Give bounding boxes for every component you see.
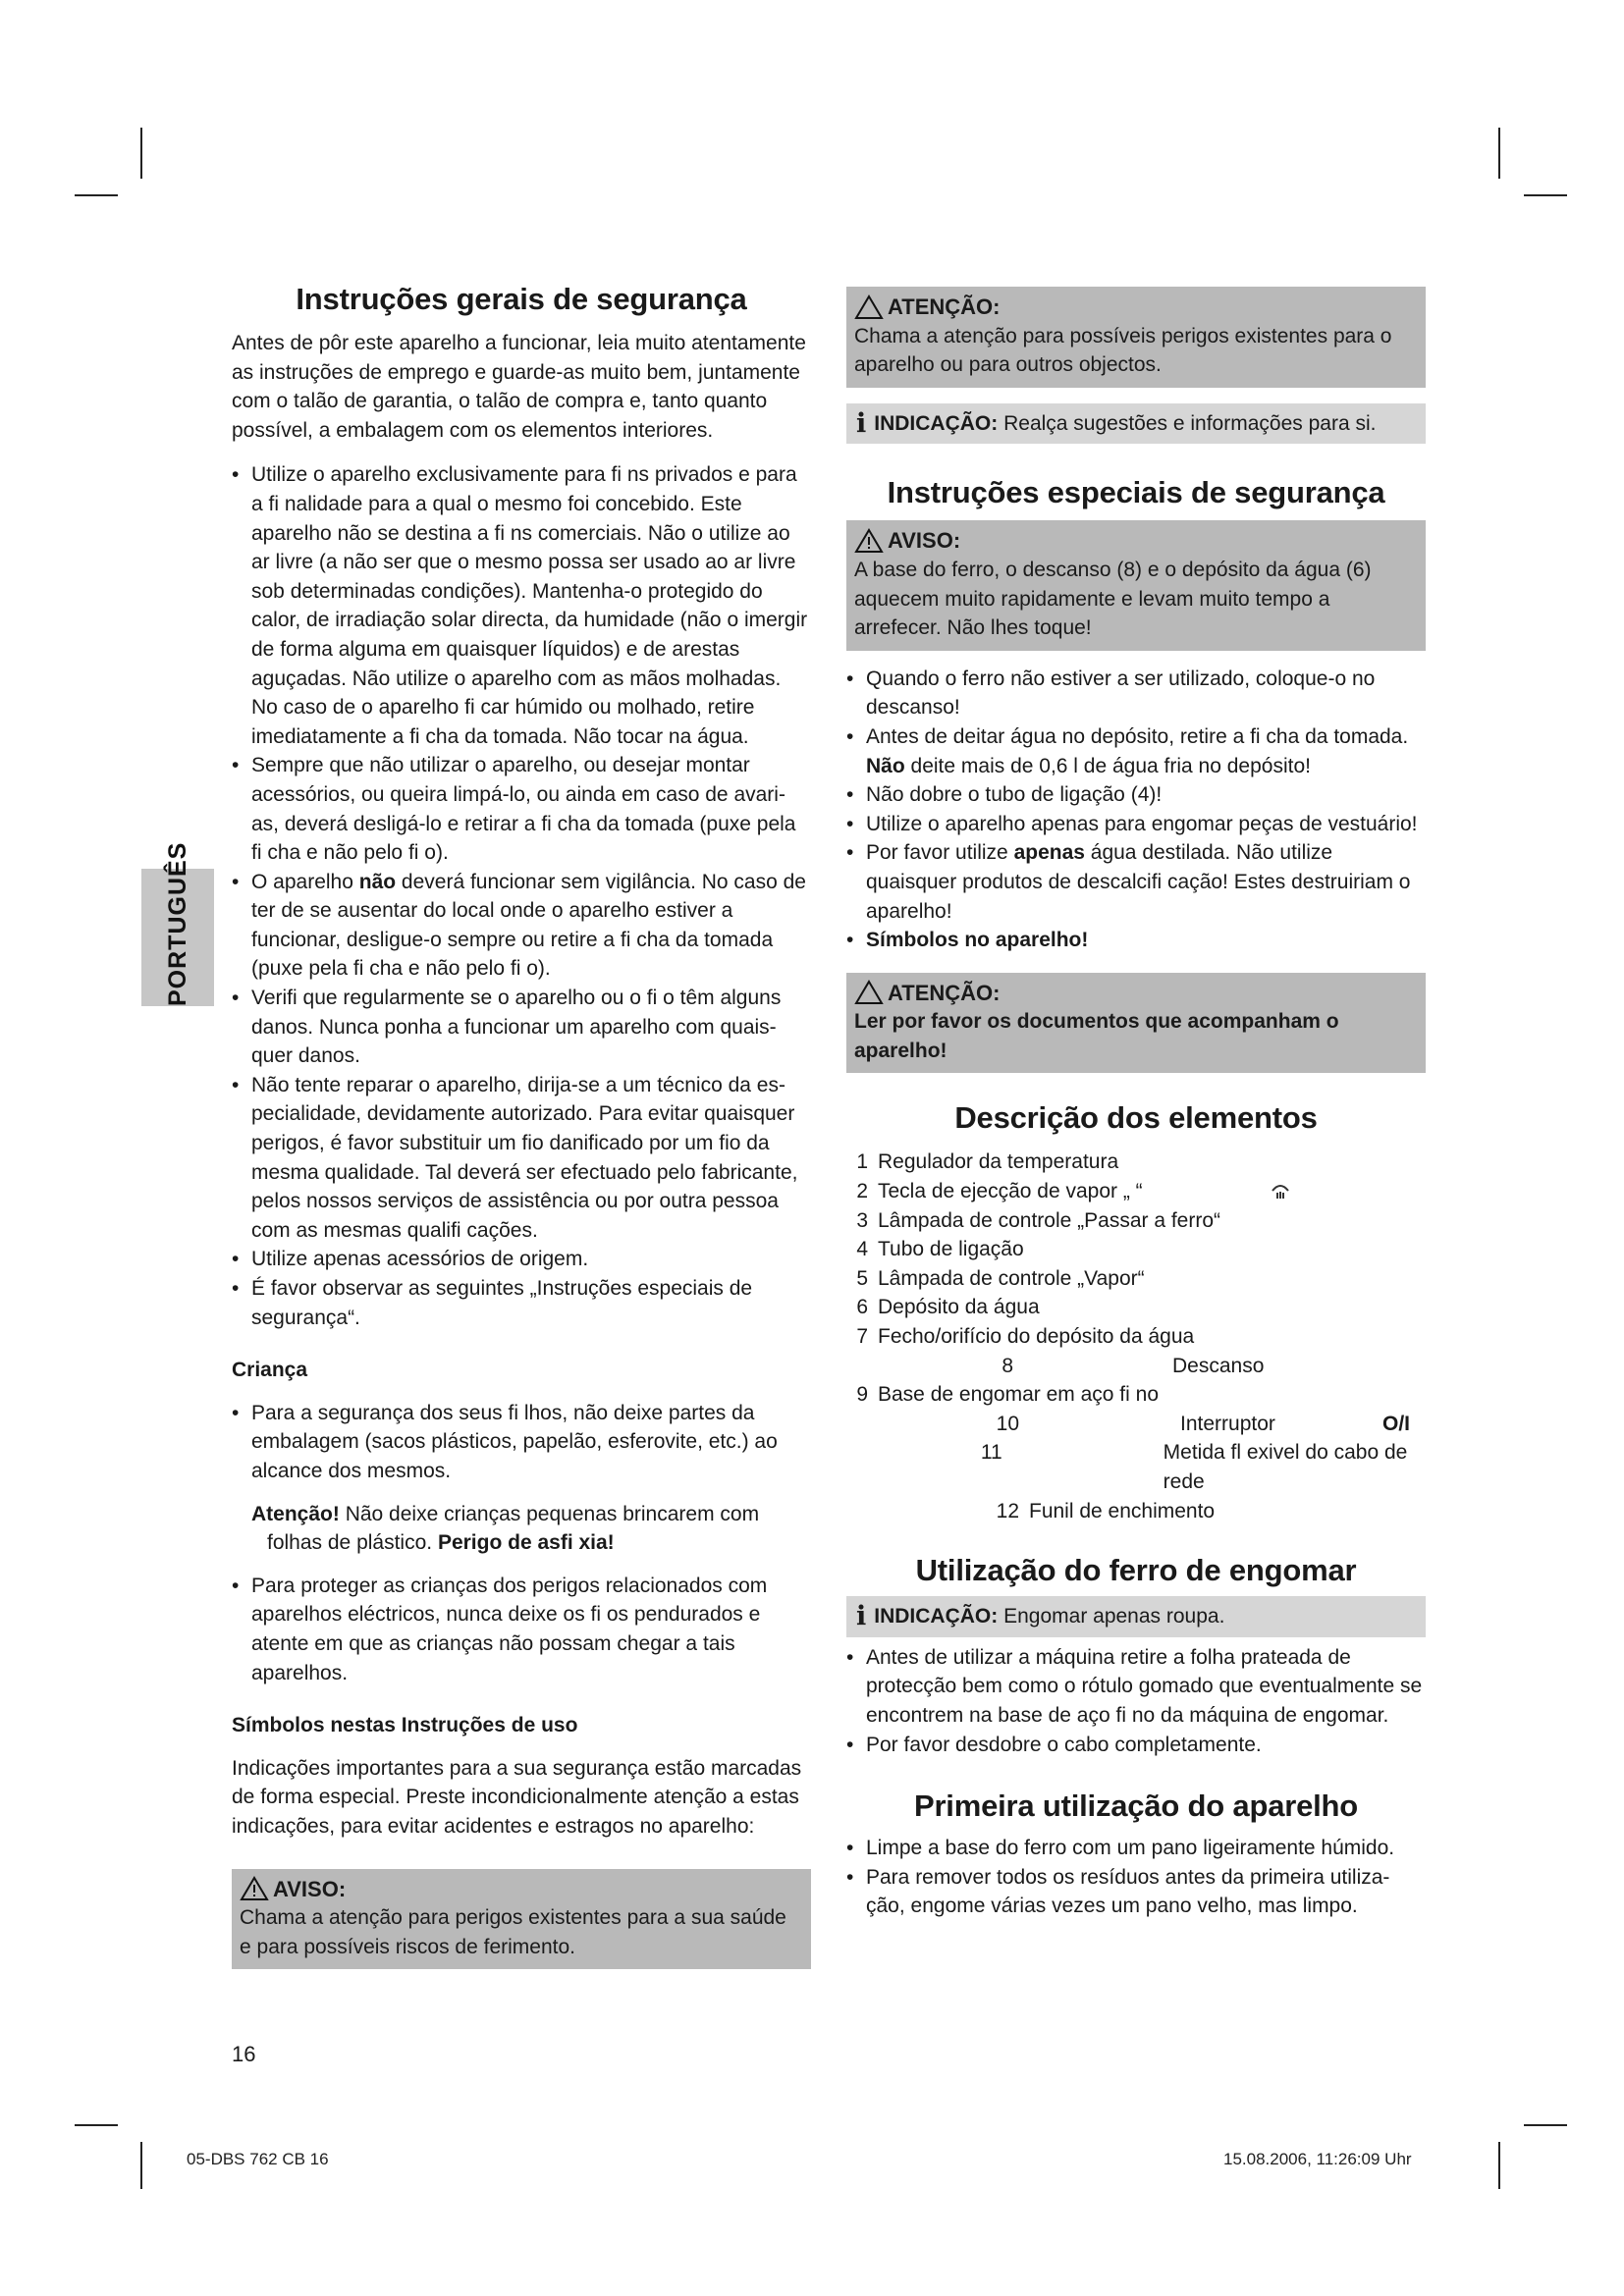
attention-text: Ler por favor os documentos que acompanham o aparelho! — [854, 1010, 1339, 1062]
warning-title: AVISO: — [273, 1876, 347, 1901]
attention-title: ATENÇÃO: — [888, 980, 1001, 1005]
intro-paragraph: Antes de pôr este aparelho a funcionar, leia muito atentamente as instruções de emprego e guarde-as muito bem, juntamente com o talão de garantia, o talão de compra e, tanto quanto possível, a embalagem com os elementos interiores. — [232, 332, 806, 442]
warning-text: Chama a atenção para perigos existentes para a sua saúde e para possíveis riscos de ferimento. — [240, 1906, 786, 1958]
list-item: • Por favor utilize apenas água destilada. Não utilize quaisquer produtos de descalcifi cação! Estes destruiriam o aparelho! — [846, 841, 1411, 923]
usage-title: Utilização do ferro de engomar — [915, 1553, 1357, 1588]
list-item: 5 Lâmpada de controle „Vapor“ — [856, 1266, 1145, 1290]
usage-list — [846, 1643, 1426, 1759]
left-column — [232, 280, 811, 1969]
elements-list — [846, 1148, 1426, 1525]
list-item: 8 Descanso — [1001, 1354, 1265, 1377]
crop-mark — [75, 2124, 118, 2126]
footer-right: 15.08.2006, 11:26:09 Uhr — [1223, 2150, 1412, 2168]
first-use-list — [846, 1834, 1426, 1921]
list-item: • O aparelho não deverá funcionar sem vigilância. No caso de ter de se ausentar do local onde o aparelho estiver a funcionar, desligue-o sempre ou retire a fi cha da tomada (puxe pela fi cha e não pelo fi o). — [232, 870, 806, 981]
general-safety-title: Instruções gerais de segurança — [296, 282, 747, 316]
attention-title: ATENÇÃO: — [888, 294, 1001, 319]
warning-text: A base do ferro, o descanso (8) e o depósito da água (6) aquecem muito rapidamente e levam muito tempo a arrefecer. Não lhes toque! — [854, 558, 1372, 640]
list-item: • Utilize o aparelho exclusivamente para fi ns privados e para a fi nalidade para a qual o mesmo foi concebido. Este aparelho não se destina a fi ns comerciais. Não o utilize ao ar livre (a não ser que o mesmo possa ser usado ao ar livre sob determinadas condições). Mantenha-o protegido do calor, de irradiação solar directa, da humidade (não o imergir de forma alguma em quaisquer líquidos) e de arestas aguçadas. Não utilize o aparelho com as mãos molhadas. No caso de o aparelho fi car húmido ou molhado, retire imediatamente a fi cha da tomada. Não tocar na água. — [232, 463, 808, 748]
list-item: • Símbolos no aparelho! — [846, 929, 1089, 952]
list-item: • Não tente reparar o aparelho, dirija-se a um técnico da es-pecialidade, devidamente autorizado. Para evitar quaisquer perigos, é favor substituir um fio danificado por um fio da mesma qualidade. Tal deverá ser efectuado pelo fabricante, pelos nossos serviços de assistência ou por outra pessoa com as mesmas qualifi cações. — [232, 1073, 798, 1242]
symbols-section-title: Símbolos nestas Instruções de uso — [232, 1714, 578, 1737]
general-safety-list — [232, 460, 811, 1332]
child-section-title: Criança — [232, 1359, 308, 1382]
list-item: • Utilize apenas acessórios de origem. — [232, 1248, 589, 1271]
crop-mark — [140, 128, 142, 179]
list-item: 9 Base de engomar em aço fi no — [856, 1383, 1160, 1407]
warning-triangle-icon — [854, 294, 884, 320]
steam-icon — [1269, 1177, 1292, 1201]
list-item: • Para remover todos os resíduos antes da primeira utiliza-ção, engome várias vezes um pano velho, mas limpo. — [846, 1865, 1390, 1918]
attention-box — [846, 287, 1426, 388]
crop-mark — [1524, 194, 1567, 196]
child-safety-list — [232, 1399, 811, 1486]
first-use-title: Primeira utilização do aparelho — [913, 1789, 1359, 1824]
warning-box — [846, 520, 1426, 650]
warning-title: AVISO: — [888, 528, 961, 554]
list-item: 1 Regulador da temperatura — [856, 1150, 1119, 1174]
warning-box — [232, 1869, 811, 1970]
warning-triangle-icon — [854, 528, 884, 554]
info-box: i INDICAÇÃO: Realça sugestões e informações para si. — [846, 403, 1426, 445]
info-icon: i — [856, 1601, 867, 1632]
crop-mark — [1524, 2124, 1567, 2126]
right-column — [846, 287, 1426, 1921]
page-number: 16 — [232, 2042, 256, 2066]
special-safety-title: Instruções especiais de segurança — [887, 475, 1385, 510]
list-item: 6 Depósito da água — [856, 1296, 1040, 1319]
list-item: 2 Tecla de ejecção de vapor „ “ — [856, 1180, 1143, 1203]
list-item: • Não dobre o tubo de ligação (4)! — [846, 783, 1163, 807]
crop-mark — [140, 2142, 142, 2189]
list-item: • Para a segurança dos seus fi lhos, não deixe partes da embalagem (sacos plásticos, papelão, esferovite, etc.) ao alcance dos mesmos. — [232, 1401, 778, 1482]
list-item: • Antes de utilizar a máquina retire a folha prateada de protecção bem como o rótulo gomado que eventualmente se encontrem na base de aço fi no da máquina de engomar. — [846, 1645, 1423, 1727]
elements-title: Descrição dos elementos — [954, 1100, 1318, 1136]
list-item: • Verifi que regularmente se o aparelho ou o fi o têm alguns danos. Nunca ponha a funcionar um aparelho com quais-quer danos. — [232, 987, 782, 1068]
warning-triangle-icon — [854, 980, 884, 1005]
list-item: • É favor observar as seguintes „Instruções especiais de segurança“. — [232, 1277, 753, 1329]
list-item: • Utilize o aparelho apenas para engomar peças de vestuário! — [846, 812, 1418, 835]
list-item: 10 Interruptor O/I — [996, 1412, 1411, 1435]
list-item: 4 Tubo de ligação — [856, 1238, 1024, 1261]
list-item: • Antes de deitar água no depósito, retire a fi cha da tomada. Não deite mais de 0,6 l de água fria no depósito! — [846, 724, 1409, 777]
list-item: 11 Metida fl exivel do cabo de rede — [980, 1441, 1408, 1493]
list-item: • Por favor desdobre o cabo completamente. — [846, 1733, 1262, 1756]
list-item: • Quando o ferro não estiver a ser utilizado, coloque-o no descanso! — [846, 667, 1376, 720]
language-label: PORTUGUÊS — [164, 841, 191, 1006]
list-item: 7 Fecho/orifício do depósito da água — [856, 1325, 1195, 1349]
attention-box — [846, 973, 1426, 1074]
crop-mark — [75, 194, 118, 196]
list-item: 3 Lâmpada de controle „Passar a ferro“ — [856, 1208, 1221, 1232]
info-icon: i — [856, 407, 867, 439]
list-item: 12 Funil de enchimento — [996, 1499, 1216, 1522]
info-box: i INDICAÇÃO: Engomar apenas roupa. — [846, 1596, 1426, 1637]
list-item: • Para proteger as crianças dos perigos relacionados com aparelhos eléctricos, nunca deixe os fi os pendurados e atente em que as crianças não possam chegar a tais aparelhos. — [232, 1574, 768, 1684]
child-safety-list-2 — [232, 1572, 811, 1687]
crop-mark — [1498, 128, 1500, 179]
list-item: • Sempre que não utilizar o aparelho, ou desejar montar acessórios, ou queira limpá-lo, ou ainda em caso de avari-as, deverá desligá-lo e retirar a fi cha da tomada (puxe pela fi cha e não pelo fi o). — [232, 754, 796, 865]
child-warning: Atenção! Não deixe crianças pequenas brincarem com folhas de plástico. Perigo de asfi xia! — [251, 1502, 760, 1555]
symbols-paragraph: Indicações importantes para a sua segurança estão marcadas de forma especial. Preste incondicionalmente atenção a estas indicações, para evitar acidentes e estragos no aparelho: — [232, 1756, 802, 1838]
footer-left: 05-DBS 762 CB 16 — [187, 2150, 329, 2168]
attention-text: Chama a atenção para possíveis perigos existentes para o aparelho ou para outros objectos. — [854, 324, 1392, 377]
warning-triangle-icon — [240, 1876, 269, 1901]
crop-mark — [1498, 2142, 1500, 2189]
special-safety-list — [846, 665, 1426, 955]
language-tab — [141, 841, 214, 1006]
list-item: • Limpe a base do ferro com um pano ligeiramente húmido. — [846, 1837, 1395, 1860]
